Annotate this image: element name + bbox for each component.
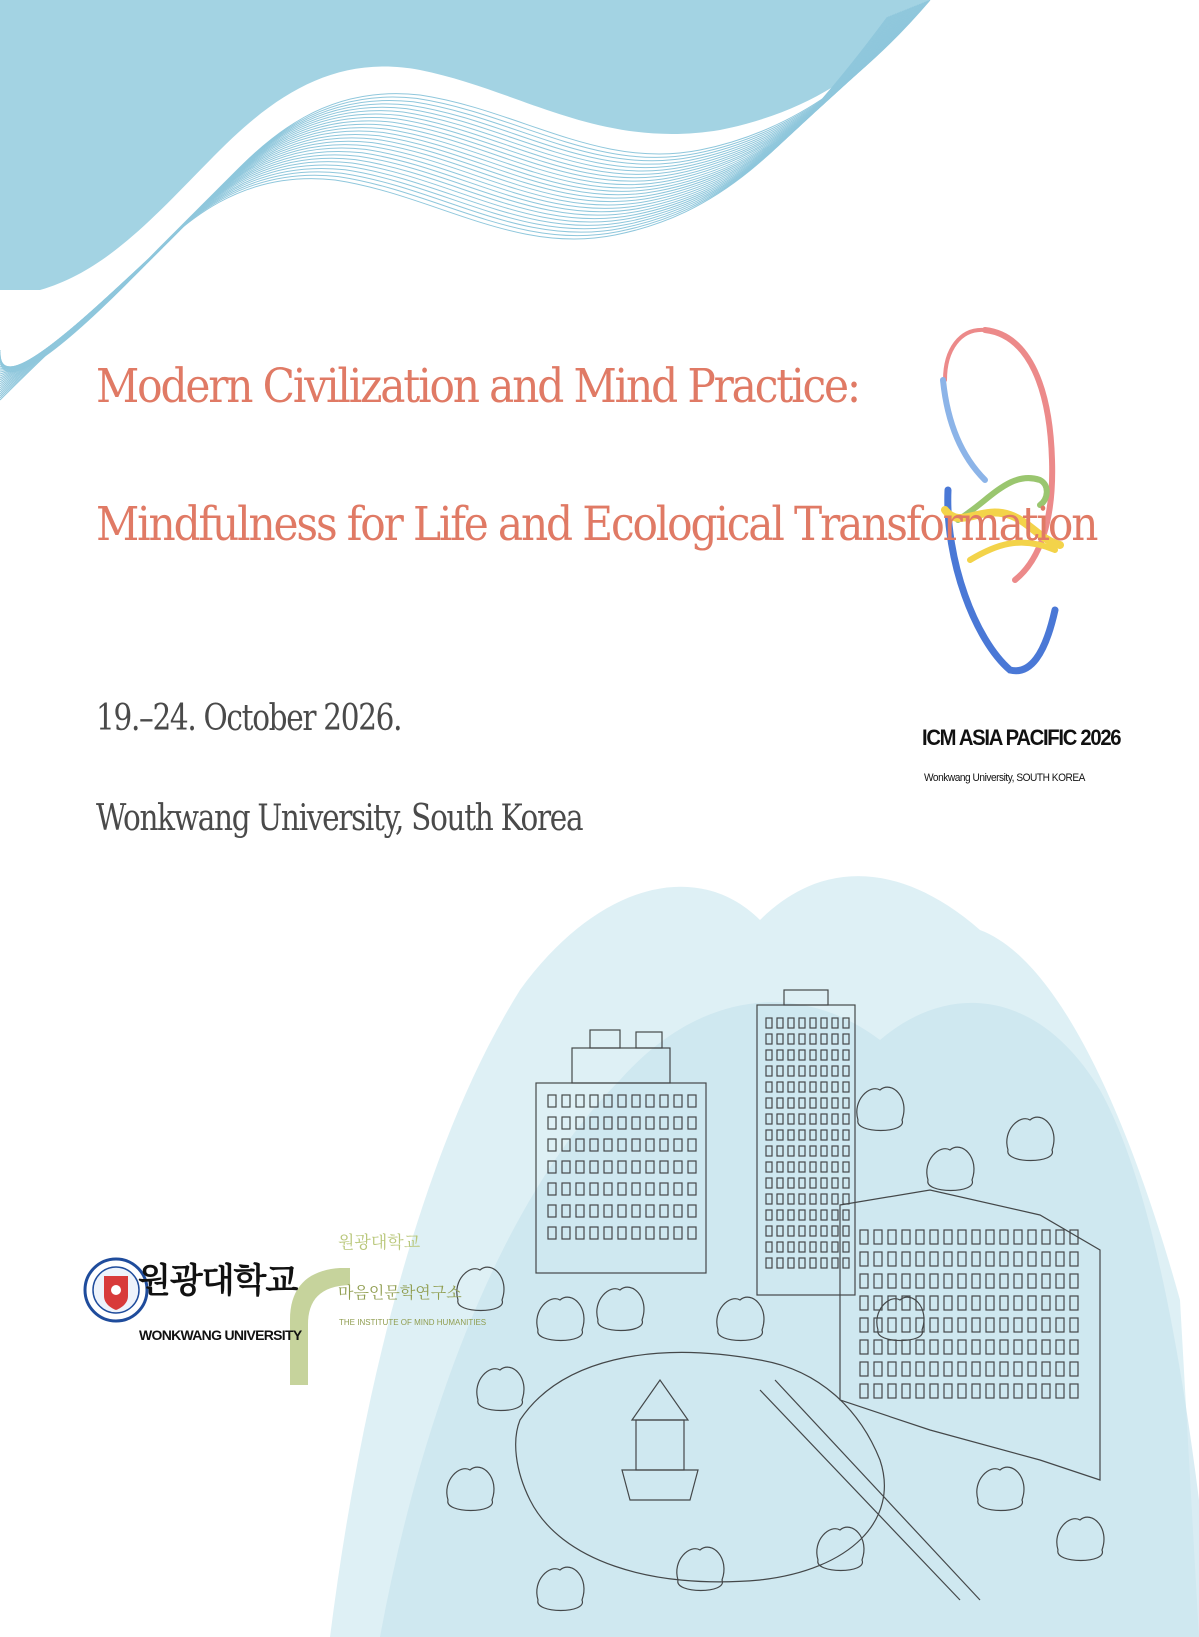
conference-title — [96, 352, 1097, 560]
institute-english-name: THE INSTITUTE OF MIND HUMANITIES — [339, 1318, 487, 1327]
title-line-2: Mindfulness for Life and Ecological Transformation — [96, 497, 1097, 552]
event-date: 19.–24. October 2026. — [96, 698, 402, 739]
wonkwang-english-name: WONKWANG UNIVERSITY — [139, 1327, 302, 1343]
institute-korean-name: 마음인문학연구소 — [338, 1283, 462, 1302]
icm-logo-title: ICM ASIA PACIFIC 2026 — [922, 725, 1121, 750]
wonkwang-korean-name: 원광대학교 — [138, 1261, 298, 1301]
event-venue: Wonkwang University, South Korea — [96, 798, 583, 839]
title-line-1: Modern Civilization and Mind Practice: — [96, 359, 859, 414]
institute-korean-university: 원광대학교 — [338, 1233, 421, 1253]
icm-logo-subtitle: Wonkwang University, SOUTH KOREA — [924, 772, 1085, 784]
